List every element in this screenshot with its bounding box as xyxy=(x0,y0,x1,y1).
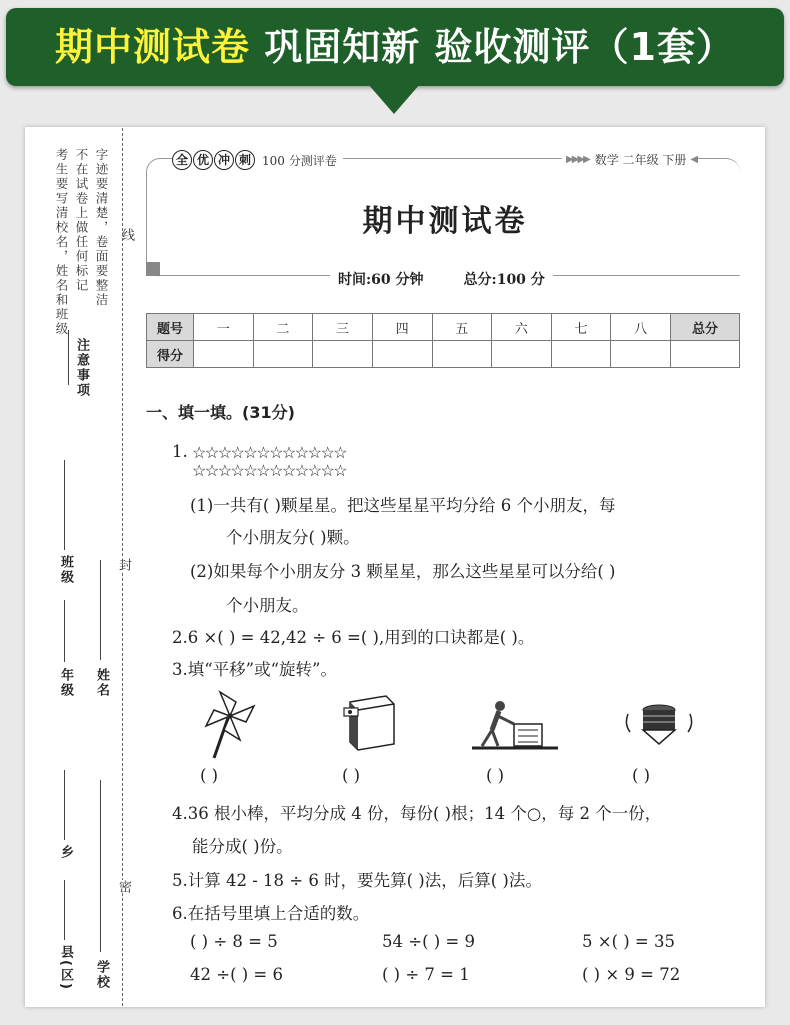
q6-item: 54 ÷( ) = 9 xyxy=(382,932,475,951)
side-note-1: 考生要写清校名，姓名和班级 xyxy=(54,148,69,337)
question-no-label: 题号 xyxy=(147,314,194,341)
spinning-top-icon xyxy=(624,700,694,748)
banner-title xyxy=(6,8,784,86)
q1-1-line-b: 个小朋友分( )颗。 xyxy=(226,528,360,547)
arrow-left-icon: ◀ xyxy=(690,154,699,165)
time-total-line xyxy=(330,269,553,289)
table-row xyxy=(147,314,740,341)
col-4: 四 xyxy=(372,314,432,341)
grade-label: 年级 xyxy=(58,668,73,698)
col-8: 八 xyxy=(611,314,671,341)
stars-row-1: ☆☆☆☆☆☆☆☆☆☆☆☆ xyxy=(192,443,347,462)
banner-highlight: 期中测试卷 xyxy=(55,25,251,69)
q1-2-line-b: 个小朋友。 xyxy=(226,596,309,615)
stars-row-2: ☆☆☆☆☆☆☆☆☆☆☆☆ xyxy=(192,461,347,480)
banner-rest: 巩固知新 验收测评（1套） xyxy=(264,25,735,69)
grade-info xyxy=(562,151,698,168)
brand-char-2: 优 xyxy=(193,150,213,170)
q1-2-line-a: (2)如果每个小朋友分 3 颗星星，那么这些星星可以分给( ) xyxy=(190,562,616,581)
side-note-2: 不在试卷上做任何标记 xyxy=(74,148,89,293)
brand-logo xyxy=(172,150,343,170)
score-cell[interactable] xyxy=(551,341,611,368)
q6-item: 42 ÷( ) = 6 xyxy=(190,965,283,984)
q6-item: ( ) ÷ 7 = 1 xyxy=(382,965,470,984)
q5-line: 5.计算 42 - 18 ÷ 6 时，要先算( )法，后算( )法。 xyxy=(172,871,542,890)
score-table xyxy=(146,313,740,368)
q3-line: 3.填“平移”或“旋转”。 xyxy=(172,660,337,679)
class-blank[interactable] xyxy=(64,460,65,550)
score-cell[interactable] xyxy=(492,341,552,368)
line-mark: 线 xyxy=(119,228,134,243)
pushing-box-icon xyxy=(472,694,558,756)
grade-text: 数学 二年级 下册 xyxy=(594,153,687,167)
total-label: 总分:100 分 xyxy=(463,272,545,288)
brand-char-4: 刺 xyxy=(235,150,255,170)
side-note-3: 字迹要清楚，卷面要整洁 xyxy=(94,148,109,308)
q3-answer-1[interactable]: ( ) xyxy=(200,766,219,785)
col-7: 七 xyxy=(551,314,611,341)
score-cell[interactable] xyxy=(194,341,254,368)
total-col-label: 总分 xyxy=(671,314,740,341)
score-cell[interactable] xyxy=(253,341,313,368)
brand-char-3: 冲 xyxy=(214,150,234,170)
score-cell[interactable] xyxy=(432,341,492,368)
school-blank[interactable] xyxy=(100,780,101,952)
q6-item: ( ) × 9 = 72 xyxy=(582,965,681,984)
q1-number: 1. xyxy=(172,442,188,461)
score-cell[interactable] xyxy=(372,341,432,368)
col-6: 六 xyxy=(492,314,552,341)
col-1: 一 xyxy=(194,314,254,341)
banner-pointer xyxy=(368,84,420,114)
q6-line: 6.在括号里填上合适的数。 xyxy=(172,904,370,923)
pinwheel-icon xyxy=(200,688,260,760)
town-blank[interactable] xyxy=(64,770,65,840)
table-row xyxy=(147,341,740,368)
col-5: 五 xyxy=(432,314,492,341)
seal-mark: 封 xyxy=(116,558,131,571)
score-cell[interactable] xyxy=(313,341,373,368)
q6-item: ( ) ÷ 8 = 5 xyxy=(190,932,278,951)
q2-line: 2.6 ×( ) = 42,42 ÷ 6 =( ),用到的口诀都是( )。 xyxy=(172,628,535,647)
town-label: 乡 xyxy=(58,845,73,860)
header-corner xyxy=(146,262,160,276)
brand-char-1: 全 xyxy=(172,150,192,170)
cabinet-icon xyxy=(340,692,400,754)
col-3: 三 xyxy=(313,314,373,341)
score-total-cell[interactable] xyxy=(671,341,740,368)
grade-blank[interactable] xyxy=(64,600,65,662)
score-cell[interactable] xyxy=(611,341,671,368)
exam-title: 期中测试卷 xyxy=(362,204,528,239)
q3-answer-3[interactable]: ( ) xyxy=(486,766,505,785)
col-2: 二 xyxy=(253,314,313,341)
q3-answer-4[interactable]: ( ) xyxy=(632,766,651,785)
secret-mark: 密 xyxy=(116,880,131,893)
notes-label: 注意事项 xyxy=(74,338,89,398)
name-label: 姓名 xyxy=(94,668,109,698)
side-divider xyxy=(68,330,69,385)
q1-1-line-a: (1)一共有( )颗星星。把这些星星平均分给 6 个小朋友，每 xyxy=(190,496,616,515)
arrows-icon: ▶▶▶▶ xyxy=(566,154,589,165)
q4-line-b: 能分成( )份。 xyxy=(192,837,293,856)
county-blank[interactable] xyxy=(64,880,65,940)
section-1-title: 一、填一填。(31分) xyxy=(146,403,295,422)
score-label: 得分 xyxy=(147,341,194,368)
name-blank[interactable] xyxy=(100,560,101,660)
time-label: 时间:60 分钟 xyxy=(338,272,424,288)
q3-answer-2[interactable]: ( ) xyxy=(342,766,361,785)
brand-subtitle: 100 分测评卷 xyxy=(262,153,337,168)
county-label: 县(区) xyxy=(58,945,73,991)
q4-line-a: 4.36 根小棒，平均分成 4 份，每份( )根；14 个○，每 2 个一份， xyxy=(172,804,662,823)
class-label: 班级 xyxy=(58,555,73,585)
school-label: 学校 xyxy=(94,960,109,990)
q6-item: 5 ×( ) = 35 xyxy=(582,932,675,951)
top-banner xyxy=(6,8,784,86)
